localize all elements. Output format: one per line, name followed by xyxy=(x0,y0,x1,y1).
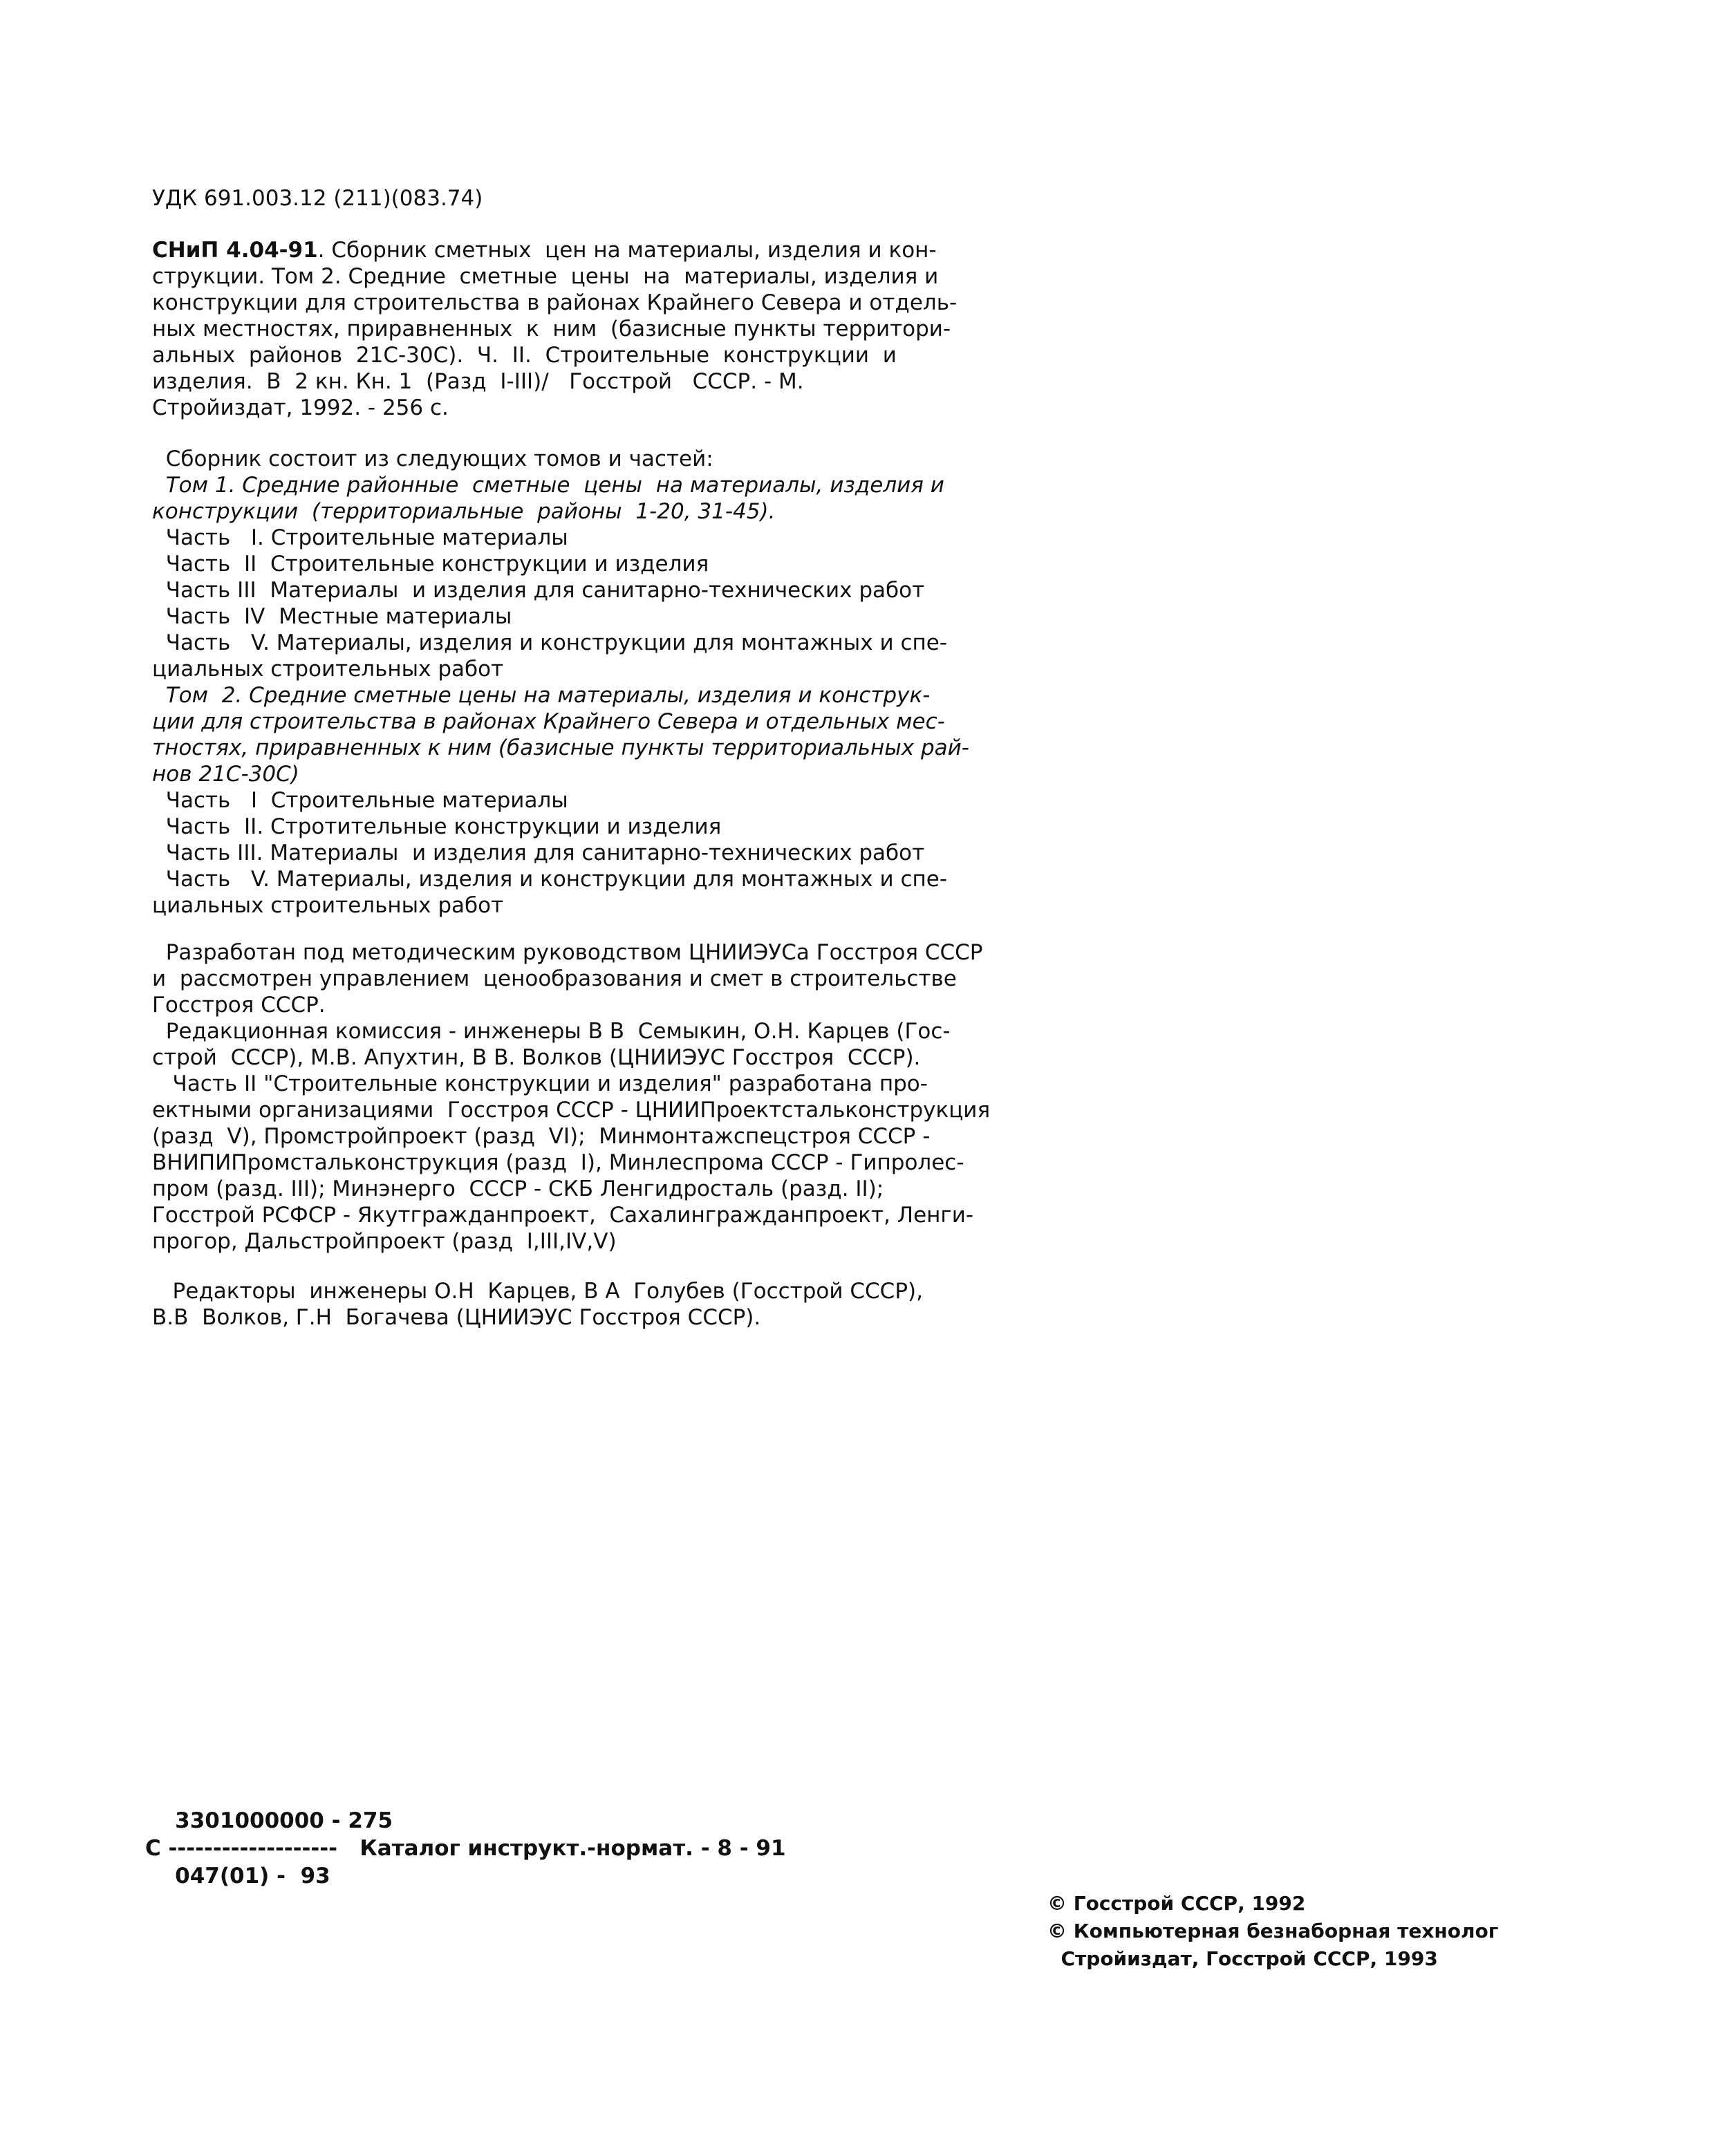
index-code-top: 3301000000 - 275 xyxy=(145,1808,393,1833)
volume-1-title: Том 1. Средние районные сметные цены на материалы, изделия и xyxy=(152,473,944,498)
volume-2-part: циальных строительных работ xyxy=(152,893,504,918)
abstract-line: конструкции для строительства в районах Крайнего Севера и отдель- xyxy=(152,290,958,315)
credits-line: Разработан под методическим руководством ЦНИИЭУСа Госстроя СССР xyxy=(152,940,983,965)
volume-2-part: Часть II. Стротительные конструкции и изделия xyxy=(152,814,722,839)
credits-line: ектными организациями Госстроя СССР - ЦНИИПроектстальконструкция xyxy=(152,1098,991,1123)
volume-1-title: конструкции (территориальные районы 1-20, 31-45). xyxy=(152,499,776,524)
volume-2-part: Часть I Строительные материалы xyxy=(152,788,568,813)
credits-line: и рассмотрен управлением ценообразования и смет в строительстве xyxy=(152,966,957,991)
abstract-line: изделия. В 2 кн. Кн. 1 (Разд I-III)/ Госстрой СССР. - М. xyxy=(152,369,804,394)
credits-line: (разд V), Промстройпроект (разд VI); Минмонтажспецстроя СССР - xyxy=(152,1124,931,1149)
volume-1-part: Часть III Материалы и изделия для санитарно-технических работ xyxy=(152,578,925,603)
abstract-line: Стройиздат, 1992. - 256 с. xyxy=(152,395,449,420)
credits-line: Госстроя СССР. xyxy=(152,993,326,1018)
abstract-line-1: СНиП 4.04-91. Сборник сметных цен на материалы, изделия и кон- xyxy=(152,238,937,263)
volume-2-title: тностях, приравненных к ним (базисные пункты территориальных рай- xyxy=(152,735,969,760)
credits-line: прогор, Дальстройпроект (разд I,III,IV,V) xyxy=(152,1229,617,1254)
credits-line: Редакционная комиссия - инженеры В В Семыкин, О.Н. Карцев (Гос- xyxy=(152,1019,951,1044)
volume-2-title: нов 21С-30С) xyxy=(152,762,299,787)
copyright-line: © Компьютерная безнаборная технолог xyxy=(1047,1920,1499,1942)
volume-2-title: Том 2. Средние сметные цены на материалы, изделия и конструк- xyxy=(152,683,931,708)
copyright-line: Стройиздат, Госстрой СССР, 1993 xyxy=(1047,1947,1438,1970)
abstract-line: альных районов 21С-30С). Ч. II. Строительные конструкции и xyxy=(152,343,897,368)
index-code-middle: С ------------------- Каталог инструкт.-нормат. - 8 - 91 xyxy=(145,1836,786,1861)
volume-1-part: Часть V. Материалы, изделия и конструкции для монтажных и спе- xyxy=(152,630,948,655)
document-code: СНиП 4.04-91 xyxy=(152,238,318,263)
volume-2-part: Часть III. Материалы и изделия для санитарно-технических работ xyxy=(152,841,925,865)
volume-1-part: Часть I. Строительные материалы xyxy=(152,525,568,550)
volume-2-part: Часть V. Материалы, изделия и конструкции для монтажных и спе- xyxy=(152,867,948,892)
volume-1-part: Часть II Строительные конструкции и изделия xyxy=(152,552,709,577)
contents-intro: Сборник состоит из следующих томов и частей: xyxy=(152,447,713,471)
copyright-line: © Госстрой СССР, 1992 xyxy=(1047,1892,1306,1915)
credits-line: ВНИПИПромстальконструкция (разд I), Минлеспрома СССР - Гипролес- xyxy=(152,1150,964,1175)
index-code-bottom: 047(01) - 93 xyxy=(145,1864,330,1888)
credits-line: строй СССР), М.В. Апухтин, В В. Волков (ЦНИИЭУС Госстроя СССР). xyxy=(152,1045,921,1070)
credits-line: Часть II "Строительные конструкции и изделия" разработана про- xyxy=(152,1071,928,1096)
abstract-line: ных местностях, приравненных к ним (базисные пункты территори- xyxy=(152,317,951,341)
volume-2-title: ции для строительства в районах Крайнего Севера и отдельных мес- xyxy=(152,709,945,734)
volume-1-part: циальных строительных работ xyxy=(152,657,504,682)
abstract-line: струкции. Том 2. Средние сметные цены на материалы, изделия и xyxy=(152,264,939,289)
credits-line: Госстрой РСФСР - Якутгражданпроект, Сахалингражданпроект, Ленги- xyxy=(152,1203,974,1228)
credits-line: пром (разд. III); Минэнерго СССР - СКБ Ленгидросталь (разд. II); xyxy=(152,1177,884,1201)
editors-line: Редакторы инженеры О.Н Карцев, В А Голубев (Госстрой СССР), xyxy=(152,1279,923,1304)
udk-code: УДК 691.003.12 (211)(083.74) xyxy=(152,186,483,211)
volume-1-part: Часть IV Местные материалы xyxy=(152,604,512,629)
editors-line: В.В Волков, Г.Н Богачева (ЦНИИЭУС Госстроя СССР). xyxy=(152,1305,761,1330)
